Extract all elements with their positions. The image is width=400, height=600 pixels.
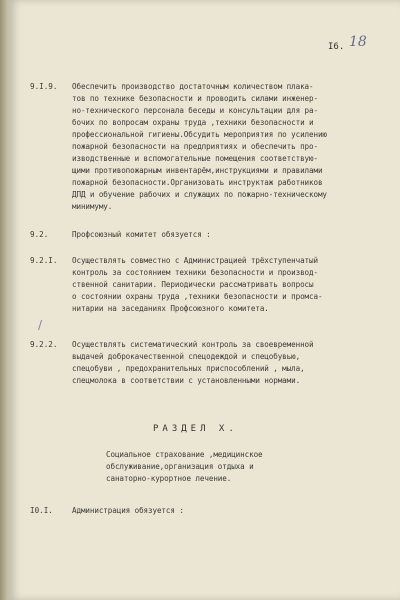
text-line: спецмолока в соответствии с установленными нормами. bbox=[72, 376, 301, 385]
text-line: изводственные и вспомогательные помещения соответствую- bbox=[72, 154, 318, 163]
text-line: Осуществлять систематический контроль за своевременной bbox=[72, 340, 314, 349]
heading-line: обслуживание,организация отдыха и bbox=[106, 462, 254, 471]
text-line: ственной санитарии. Периодически рассматривать вопросы bbox=[72, 280, 314, 289]
text-line: тов по технике безопасности и проводить силами инженер- bbox=[72, 94, 318, 103]
text-line: профессиональной гигиены.Обсудить мероприятия по усилению bbox=[72, 130, 327, 139]
clause-number: 9.2. bbox=[30, 230, 49, 239]
heading-line: санаторно-курортное лечение. bbox=[106, 474, 232, 483]
text-line: минимуму. bbox=[72, 202, 113, 211]
text-line: выдачей доброкачественной спецодеждой и спецобувью, bbox=[72, 352, 301, 361]
clause-number: 9.2.2. bbox=[30, 340, 58, 349]
text-line: бочих по вопросам охраны труда ,техники безопасности и bbox=[72, 118, 314, 127]
text-line: Профсоюзный комитет обязуется : bbox=[72, 230, 211, 239]
text-line: спецобуви , предохранительных приспособлений , мыла, bbox=[72, 364, 305, 373]
text-line: Администрация обязуется : bbox=[72, 506, 184, 515]
document-page bbox=[8, 0, 400, 600]
section-heading: РАЗДЕЛ Х. bbox=[153, 424, 238, 434]
text-line: пожарной безопасности на предприятиях и обеспечить про- bbox=[72, 142, 318, 151]
text-line: контроль за состоянием техники безопасности и производ- bbox=[72, 268, 318, 277]
clause-number: I0.I. bbox=[30, 506, 53, 515]
clause-number: 9.I.9. bbox=[30, 82, 58, 91]
text-line: Осуществлять совместно с Администрацией трёхступенчатый bbox=[72, 256, 318, 265]
text-line: пожарной безопасности.Организовать инструктаж работников bbox=[72, 178, 323, 187]
handwritten-page-number: 18 bbox=[349, 34, 367, 50]
text-line: ДПД и обучение рабочих и служащих по пожарно-техническому bbox=[72, 190, 327, 199]
handwritten-mark: / bbox=[38, 318, 43, 332]
text-line: нитарии на заседаниях Профсоюзного комитета. bbox=[72, 304, 269, 313]
text-line: о состоянии охраны труда ,техники безопасности и промса- bbox=[72, 292, 323, 301]
text-line: Обеспечить производство достаточным количеством плака- bbox=[72, 82, 314, 91]
text-line: но-технического персонала беседы и консультации для ра- bbox=[72, 106, 318, 115]
page-binding bbox=[0, 0, 8, 600]
text-line: щими противопожарным инвентарём,инструкциями и правилами bbox=[72, 166, 323, 175]
page-number: I6. bbox=[328, 42, 345, 52]
heading-line: Социальное страхование ,медицинское bbox=[106, 450, 263, 459]
clause-number: 9.2.I. bbox=[30, 256, 58, 265]
